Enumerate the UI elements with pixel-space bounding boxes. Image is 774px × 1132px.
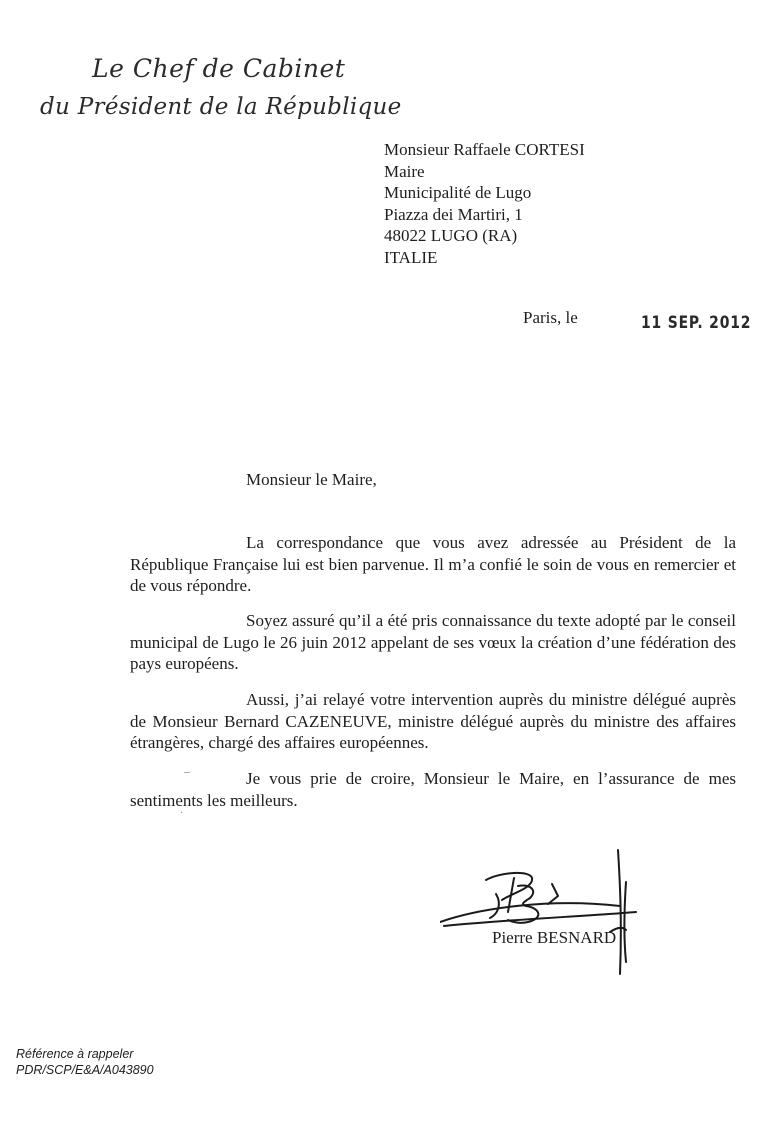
- recipient-street: Piazza dei Martiri, 1: [384, 204, 523, 224]
- recipient-organization: Municipalité de Lugo: [384, 183, 532, 202]
- margin-dash-mark: –: [184, 764, 190, 778]
- letterhead-line-1: Le Chef de Cabinet: [92, 54, 346, 83]
- salutation: Monsieur le Maire,: [246, 470, 377, 489]
- signer-name: Pierre BESNARD: [492, 928, 617, 947]
- recipient-title: Maire: [384, 161, 425, 181]
- recipient-country: ITALIE: [384, 247, 438, 267]
- letterhead-line-2: du Président de la République: [40, 94, 402, 120]
- recipient-name: Monsieur Raffaele CORTESI: [384, 140, 585, 159]
- paragraph-2: Soyez assuré qu’il a été pris connaissance du texte adopté par le conseil municipal de Lugo le 26 juin 2012 appelant de ses vœux la création d’une fédération des pays européens.: [130, 611, 736, 673]
- recipient-address: [384, 139, 585, 268]
- reference-code: PDR/SCP/E&A/A043890: [16, 1063, 154, 1077]
- dateline-place: Paris, le: [523, 308, 578, 327]
- margin-dot-mark: ·: [180, 808, 184, 819]
- reference-label: Référence à rappeler: [16, 1047, 134, 1061]
- date-stamp: 11 SEP. 2012: [641, 313, 752, 333]
- reference-block: [16, 1046, 154, 1078]
- paragraph-4: Je vous prie de croire, Monsieur le Maire, en l’assurance de mes sentiments les meilleurs.: [130, 769, 736, 810]
- recipient-city: 48022 LUGO (RA): [384, 226, 518, 245]
- paragraph-1: La correspondance que vous avez adressée au Président de la République Française lui est bien parvenue. Il m’a confié le soin de vous en remercier et de vous répondre.: [130, 533, 736, 595]
- handwritten-signature: [440, 842, 650, 982]
- paragraph-3: Aussi, j’ai relayé votre intervention auprès du ministre délégué auprès de Monsieur Bernard CAZENEUVE, ministre délégué auprès du ministre des affaires étrangères, chargé des affaires européennes.: [130, 690, 736, 752]
